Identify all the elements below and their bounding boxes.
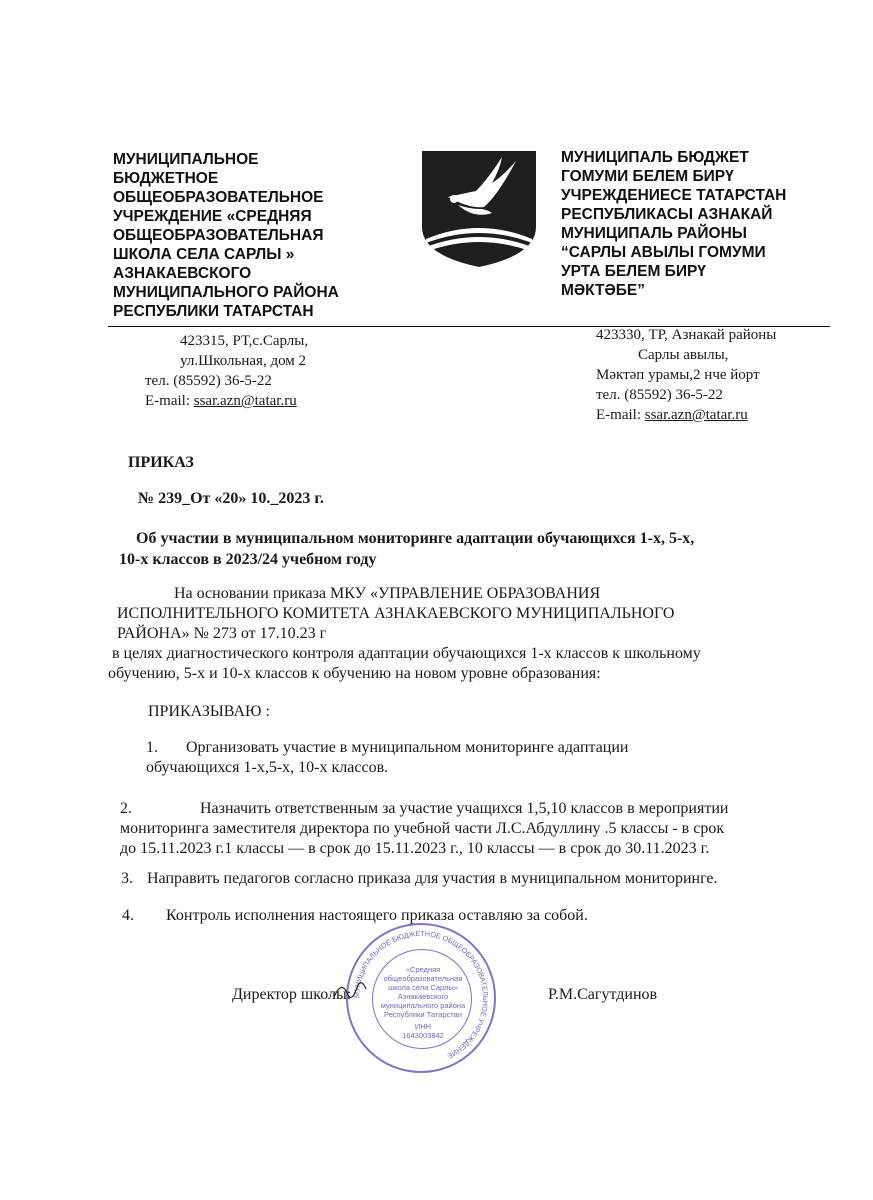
order-subject: [119, 528, 695, 570]
header-right-line: РЕСПУБЛИКАСЫ АЗНАКАЙ: [561, 206, 773, 223]
header-right-line: УРТА БЕЛЕМ БИРҮ: [561, 263, 706, 280]
address-right-line1: 423330, ТР, Азнакай районы: [596, 327, 777, 343]
item-line: [121, 869, 718, 889]
stamp-line: 1643003842: [402, 1031, 444, 1040]
header-left-line: ШКОЛА СЕЛА САРЛЫ »: [113, 246, 295, 263]
header-right-line: МУНИЦИПАЛЬ РАЙОНЫ: [561, 225, 747, 242]
header-right-line: МӘКТӘБЕ”: [561, 282, 645, 299]
item-line: [120, 799, 728, 819]
item-line: до 15.11.2023 г.1 классы — в срок до 15.11.2023 г., 10 классы — в срок до 30.11.2023 г.: [120, 840, 710, 857]
header-right-line: МУНИЦИПАЛЬ БЮДЖЕТ: [561, 149, 749, 166]
email-label: E-mail:: [596, 407, 645, 423]
header-left-line: БЮДЖЕТНОЕ: [113, 170, 219, 187]
order-item-3: [121, 869, 718, 889]
item-number: 3.: [121, 870, 133, 887]
item-text: Контроль исполнения настоящего приказа оставляю за собой.: [166, 907, 588, 924]
address-right-email-row: [596, 405, 776, 425]
item-number: 1.: [146, 739, 158, 756]
item-number: 2.: [120, 800, 132, 817]
item-text: Организовать участие в муниципальном мониторинге адаптации: [186, 739, 629, 756]
address-left-email-row: [145, 391, 308, 411]
stamp-ring-text: МУНИЦИПАЛЬНОЕ БЮДЖЕТНОЕ ОБЩЕОБРАЗОВАТЕЛЬНОЕ УЧРЕЖДЕНИЕ: [351, 928, 491, 1061]
order-item-2: [120, 799, 728, 859]
signature-name: Р.М.Сагутдинов: [548, 986, 658, 1003]
header-left-line: АЗНАКАЕВСКОГО: [113, 265, 252, 282]
address-left-line1: 423315, РТ,с.Сарлы,: [180, 333, 309, 349]
email-link[interactable]: ssar.azn@tatar.ru: [193, 393, 297, 409]
header-right-line: УЧРЕЖДЕНИЕСЕ ТАТАРСТАН: [561, 187, 787, 204]
stamp-line: ИНН: [414, 1022, 432, 1031]
decree-word: ПРИКАЗЫВАЮ :: [148, 703, 270, 720]
stamp-line: муниципального района: [380, 1001, 466, 1010]
address-right-line3: Мәктәп урамы,2 нче йорт: [596, 367, 760, 383]
item-text: Назначить ответственным за участие учащихся 1,5,10 классов в мероприятии: [200, 800, 729, 817]
header-left-line: УЧРЕЖДЕНИЕ «СРЕДНЯЯ: [113, 208, 312, 225]
basis-paragraph: [108, 584, 701, 684]
stamp-line: «Средняя: [405, 965, 441, 974]
basis-line: РАЙОНА» № 273 от 17.10.23 г: [117, 625, 327, 642]
header-left-line: МУНИЦИПАЛЬНОЕ: [113, 151, 259, 168]
item-line: [146, 738, 628, 758]
basis-line: обучению, 5-х и 10-х классов к обучению на новом уровне образования:: [108, 665, 601, 682]
stamp-line: Азнакаевского: [397, 992, 449, 1001]
header-right-org-name: [561, 148, 786, 300]
address-right-line2: Сарлы авылы,: [638, 347, 729, 363]
emblem-logo: [418, 147, 540, 269]
header-right-line: ГОМУМИ БЕЛЕМ БИРҮ: [561, 168, 734, 185]
email-label: E-mail:: [145, 393, 194, 409]
address-left-phone: тел. (85592) 36-5-22: [145, 373, 272, 389]
item-line: обучающихся 1-х,5-х, 10-х классов.: [146, 759, 389, 776]
basis-line: ИСПОЛНИТЕЛЬНОГО КОМИТЕТА АЗНАКАЕВСКОГО МУНИЦИПАЛЬНОГО: [117, 605, 675, 622]
header-left-line: ОБЩЕОБРАЗОВАТЕЛЬНАЯ: [113, 227, 324, 244]
eagle-icon: [418, 147, 540, 269]
item-text: Направить педагогов согласно приказа для участия в муниципальном мониторинге.: [147, 870, 718, 887]
order-title: ПРИКАЗ: [128, 454, 194, 471]
stamp-line: Республики Татарстан: [384, 1010, 462, 1019]
header-left-line: МУНИЦИПАЛЬНОГО РАЙОНА: [113, 284, 339, 301]
subject-line: Об участии в муниципальном мониторинге адаптации обучающихся 1-х, 5-х,: [136, 530, 695, 547]
address-left-line2: ул.Школьная, дом 2: [180, 353, 307, 369]
stamp-line: школа села Сарлы»: [388, 983, 458, 992]
signature-scribble: [330, 975, 370, 1005]
email-link[interactable]: ssar.azn@tatar.ru: [644, 407, 748, 423]
basis-line: На основании приказа МКУ «УПРАВЛЕНИЕ ОБРАЗОВАНИЯ: [174, 585, 601, 602]
item-line: мониторинга заместителя директора по учебной части Л.С.Абдуллину .5 классы - в срок: [120, 820, 725, 837]
order-item-1: [146, 738, 628, 778]
basis-line: в целях диагностического контроля адаптации обучающихся 1-х классов к школьному: [112, 645, 701, 662]
header-right-line: “САРЛЫ АВЫЛЫ ГОМУМИ: [561, 244, 766, 261]
item-number: 4.: [122, 907, 134, 924]
address-left: [145, 331, 308, 411]
address-right-phone: тел. (85592) 36-5-22: [596, 387, 723, 403]
header-left-line: РЕСПУБЛИКИ ТАТАРСТАН: [113, 303, 314, 320]
stamp-line: общеобразовательная: [383, 974, 463, 983]
subject-line: 10-х классов в 2023/24 учебном году: [119, 551, 377, 568]
header-left-org-name: [113, 150, 339, 321]
header-left-line: ОБЩЕОБРАЗОВАТЕЛЬНОЕ: [113, 189, 324, 206]
address-right: [596, 325, 776, 425]
order-number: № 239_От «20» 10._2023 г.: [138, 490, 324, 507]
signature-position: Директор школы:: [232, 986, 352, 1003]
